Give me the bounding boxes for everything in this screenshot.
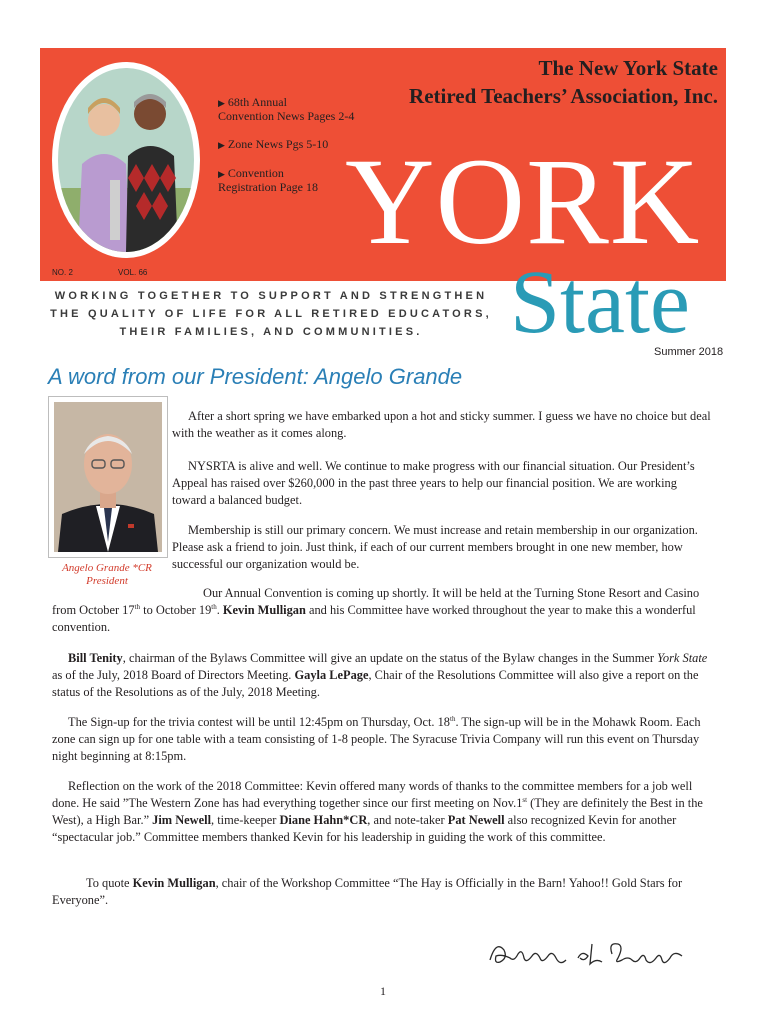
- paragraph-6: [52, 714, 720, 765]
- paragraph-text: Membership is still our primary concern. We must increase and retain membership in our organization. Please ask a friend to join. Just think, if each of our current members brought in one new member, how successful our organization would be.: [172, 523, 698, 571]
- toc-item-zone-news: [218, 138, 328, 152]
- toc-item-registration: [218, 167, 318, 194]
- name-kevin-mulligan: Kevin Mulligan: [132, 876, 216, 890]
- toc-line1: 68th Annual: [227, 95, 287, 109]
- name-gayla-lepage: Gayla LePage: [294, 668, 369, 682]
- text-run: , chair of the Workshop Committee “The Hay is Officially in the Barn! Yahoo!! Gold Stars for Everyone”.: [52, 876, 683, 907]
- name-diane-hahn: Diane Hahn*CR: [279, 813, 368, 827]
- text-run: Reflection on the work of the 2018 Committee: Kevin offered many words of thanks to the committee members for a job well done. He said ”The Western Zone has had everything together since our first meeting on Nov.1: [52, 779, 693, 810]
- volume-number: VOL. 66: [118, 268, 148, 277]
- text-run: (They are definitely the Best in the West), a High Bar.”: [52, 796, 703, 827]
- text-run: The Sign-up for the trivia contest will be until 12:45pm on Thursday, Oct. 18: [68, 715, 450, 729]
- text-run: , and note-taker: [367, 813, 448, 827]
- paragraph-text: NYSRTA is alive and well. We continue to make progress with our financial situation. Our President’s Appeal has raised over $260,000 in the past three years to help our financial position. We are working toward a balanced budget.: [172, 459, 695, 507]
- text-run: to October 19: [140, 603, 212, 617]
- issue-number: NO. 2: [52, 268, 73, 277]
- mission-line: THE QUALITY OF LIFE FOR ALL RETIRED EDUCATORS,: [50, 308, 492, 320]
- president-photo: [54, 402, 162, 552]
- name-bill-tenity: Bill Tenity: [68, 651, 123, 665]
- text-run: and his Committee have worked throughout the year to make this a wonderful convention.: [52, 603, 696, 634]
- name-kevin-mulligan: Kevin Mulligan: [222, 603, 306, 617]
- text-run: also recognized Kevin for another “spectacular job.” Committee members thanked Kevin for his leadership in guiding the work of this committee.: [52, 813, 677, 844]
- org-name-line2: Retired Teachers’ Association, Inc.: [409, 84, 718, 108]
- toc-item-convention-news: [218, 96, 354, 123]
- superscript: th: [211, 602, 217, 611]
- mission-statement: [48, 287, 494, 341]
- masthead-title-york: YORK: [345, 133, 701, 270]
- caption-title: President: [86, 575, 128, 587]
- text-run: , time-keeper: [211, 813, 280, 827]
- organization-name: [409, 54, 718, 110]
- article-headline: A word from our President: Angelo Grande: [48, 364, 463, 389]
- text-run: To quote: [86, 876, 133, 890]
- mission-line: WORKING TOGETHER TO SUPPORT AND STRENGTHEN: [54, 290, 488, 302]
- superscript: th: [134, 602, 141, 611]
- issue-season: Summer 2018: [654, 346, 724, 358]
- text-run: .: [216, 603, 223, 617]
- text-run: , chairman of the Bylaws Committee will give an update on the status of the Bylaw changes in the Summer: [122, 651, 658, 665]
- president-signature: [486, 936, 686, 977]
- arrow-right-icon: ▶: [218, 98, 225, 108]
- mission-line: THEIR FAMILIES, AND COMMUNITIES.: [119, 326, 423, 338]
- text-run: Our Annual Convention is coming up shortly. It will be held at the Turning Stone Resort and Casino from October 17: [52, 586, 700, 617]
- superscript: th: [450, 714, 456, 723]
- text-run: as of the July, 2018 Board of Directors Meeting.: [52, 668, 295, 682]
- page-number: 1: [380, 984, 386, 998]
- paragraph-8: [52, 875, 720, 909]
- paragraph-5: [52, 650, 720, 701]
- paragraph-1: [172, 408, 714, 442]
- president-photo-frame: [48, 396, 168, 558]
- cover-photo-frame: [52, 62, 200, 258]
- paragraph-3: [172, 522, 714, 573]
- text-run: , Chair of the Resolutions Committee will also give a report on the status of the Resolutions as of the July, 2018 Meeting.: [52, 668, 699, 699]
- paragraph-7: [52, 778, 720, 846]
- toc-line2: Convention News Pages 2-4: [218, 109, 355, 123]
- paragraph-text: After a short spring we have embarked upon a hot and sticky summer. I guess we have no choice but deal with the weather as it comes along.: [172, 409, 711, 440]
- superscript: st: [522, 795, 528, 804]
- caption-name: Angelo Grande *CR: [62, 562, 152, 574]
- arrow-right-icon: ▶: [218, 140, 225, 150]
- toc-line1: Convention: [227, 166, 284, 180]
- paragraph-2: [172, 458, 714, 509]
- paragraph-4: [52, 585, 720, 636]
- toc-line2: Registration Page 18: [218, 180, 318, 194]
- text-run: . The sign-up will be in the Mohawk Room. Each zone can sign up for one table with a team consisting of 1-8 people. The Syracuse Trivia Company will run this event on Thursday night beginning at 8:15pm.: [52, 715, 701, 763]
- arrow-right-icon: ▶: [218, 169, 225, 179]
- name-jim-newell: Jim Newell: [152, 813, 212, 827]
- publication-title: York State: [657, 651, 708, 665]
- toc-line1: Zone News Pgs 5-10: [227, 137, 329, 151]
- cover-photo: [58, 68, 194, 252]
- name-pat-newell: Pat Newell: [447, 813, 505, 827]
- org-name-line1: The New York State: [538, 56, 718, 80]
- masthead-title-state: State: [510, 253, 690, 352]
